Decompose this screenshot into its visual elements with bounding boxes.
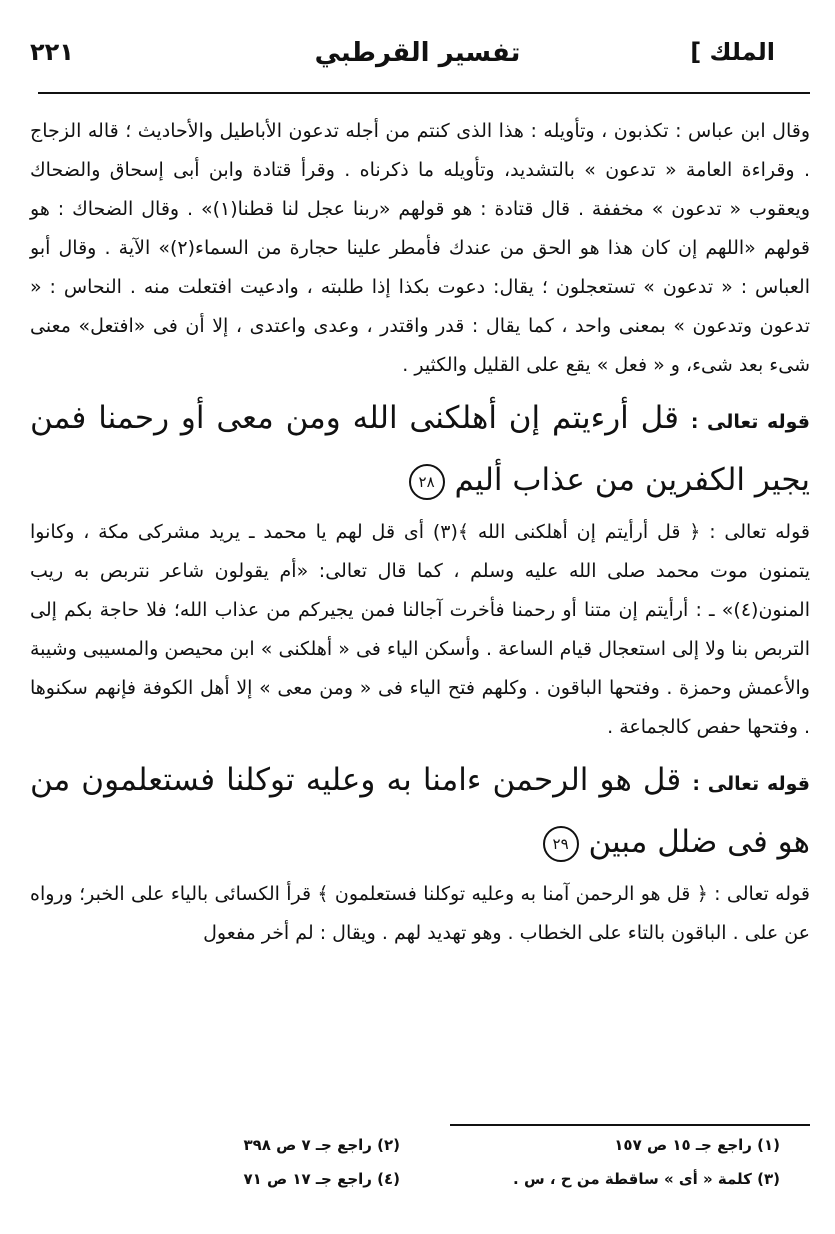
footnote-2: (٢) راجع جـ ٧ ص ٣٩٨: [243, 1136, 400, 1154]
page-number: ٢٢١: [30, 38, 74, 66]
paragraph: وقال ابن عباس : تكذبون ، وتأويله : هذا الذى كنتم من أجله تدعون الأباطيل والأحاديث ؛ قاله الزجاج . وقراءة العامة « تدعون » بالتشديد، وتأويله ما ذكرناه . وقرأ قتادة وابن أبى إسحاق والضحاك ويعقوب « تدعون » مخففة . قال قتادة : هو قولهم «ربنا عجل لنا قطنا(١)» . وقال الضحاك : هو قولهم «اللهم إن كان هذا هو الحق من عندك فأمطر علينا حجارة من السماء(٢)» الآية . وقال أبو العباس : « تدعون » تستعجلون ؛ يقال: دعوت بكذا إذا طلبته ، وادعيت افتعلت منه . النحاس : « تدعون وتدعون » بمعنى واحد ، كما يقال : قدر واقتدر ، وعدى واعتدى ، إلا أن فى «افتعل» معنى شىء بعد شىء، و « فعل » يقع على القليل والكثير .: [30, 120, 810, 376]
footnote-1: (١) راجع جـ ١٥ ص ١٥٧: [614, 1136, 780, 1154]
footnote-4: (٤) راجع جـ ١٧ ص ٧١: [243, 1170, 400, 1188]
verse-text: قل هو الرحمن ءامنا به وعليه توكلنا فستعلمون من هو فى ضلل مبين: [30, 762, 810, 860]
verse-label: قوله تعالى :: [692, 773, 810, 795]
quran-verse-28: [30, 389, 810, 509]
verse-label: قوله تعالى :: [690, 411, 810, 433]
header-rule: [38, 92, 810, 94]
ayah-number-marker: ٢٩: [543, 826, 579, 862]
quran-verse-29: [30, 751, 810, 871]
commentary-text: [30, 112, 810, 953]
paragraph: قوله تعالى : ﴿ قل أرأيتم إن أهلكنى الله ﴾(٣) أى قل لهم يا محمد ـ يريد مشركى مكة ، وكانوا يتمنون موت محمد صلى الله عليه وسلم ، كما قال تعالى: «أم يقولون شاعر نتربص به ريب المنون(٤)» ـ : أرأيتم إن متنا أو رحمنا فأخرت آجالنا فمن يجيركم من عذاب الله؛ فلا حاجة بكم إلى التربص بنا ولا إلى استعجال قيام الساعة . وأسكن الياء فى « أهلكنى » ابن محيصن والمسيبى وشيبة والأعمش وحمزة . وفتحها الباقون . وكلهم فتح الياء فى « ومن معى » إلا أهل الكوفة فإنهم سكنوها . وفتحها حفص كالجماعة .: [30, 521, 810, 738]
footnote-rule: [450, 1124, 810, 1126]
verse-text: قل أرءيتم إن أهلكنى الله ومن معى أو رحمنا فمن يجير الكفرين من عذاب أليم: [30, 400, 810, 498]
book-title: تفسير القرطبي: [314, 38, 521, 68]
ayah-number-marker: ٢٨: [409, 464, 445, 500]
running-head: [30, 32, 805, 82]
footnote-3: (٣) كلمة « أى » ساقطة من ح ، س .: [513, 1170, 780, 1188]
chapter-name: الملك ]: [690, 38, 775, 66]
paragraph: قوله تعالى : ﴿ قل هو الرحمن آمنا به وعليه توكلنا فستعلمون ﴾ قرأ الكسائى بالياء على الخبر؛ ورواه عن على . الباقون بالتاء على الخطاب . وهو تهديد لهم . ويقال : لم أخر مفعول: [30, 883, 810, 944]
